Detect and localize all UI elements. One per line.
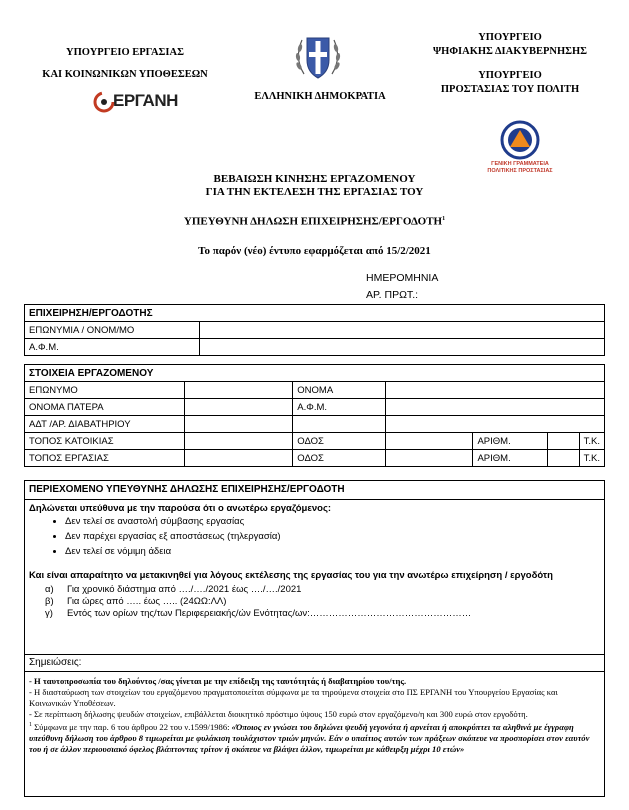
note-law-mark: 1 xyxy=(29,722,32,728)
option-letter: α) xyxy=(45,584,54,595)
residence-postal-label: Τ.Κ. xyxy=(579,433,604,450)
remarks-label: Σημειώσεις: xyxy=(29,657,82,668)
employee-id-field[interactable] xyxy=(184,416,292,433)
option-hours xyxy=(25,596,604,608)
option-period xyxy=(25,584,604,596)
bullet-item: • Δεν τελεί σε αναστολή σύμβασης εργασίας xyxy=(65,514,604,529)
declaration-statement: Δηλώνεται υπεύθυνα με την παρούσα ότι ο ανωτέρω εργαζόμενος: xyxy=(29,503,332,514)
work-label: ΤΟΠΟΣ ΕΡΓΑΣΙΑΣ xyxy=(25,450,185,467)
residence-street-label: ΟΔΟΣ xyxy=(293,433,385,450)
ministry-citizen-line2: ΠΡΟΣΤΑΣΙΑΣ ΤΟΥ ΠΟΛΙΤΗ xyxy=(440,84,580,95)
note-penalty: - Σε περίπτωση δήλωσης ψευδών στοιχείων, επιβάλλεται διοικητικό πρόστιμο ύψους 150 ευρώ στον εργαζόμενο/η και 300 ευρώ στον εργοδότη. xyxy=(29,709,528,719)
ministry-digital-line2: ΨΗΦΙΑΚΗΣ ΔΙΑΚΥΒΕΡΝΗΣΗΣ xyxy=(432,46,588,57)
employee-father-field[interactable] xyxy=(184,399,292,416)
work-street-label: ΟΔΟΣ xyxy=(293,450,385,467)
employee-id-extra2 xyxy=(385,416,604,433)
employee-surname-label: ΕΠΩΝΥΜΟ xyxy=(25,382,185,399)
validity-note: Το παρόν (νέο) έντυπο εφαρμόζεται από 15/2/2021 xyxy=(198,245,431,257)
bullet-item: • Δεν παρέχει εργασίας εξ αποστάσεως (τηλεργασία) xyxy=(65,529,604,544)
employer-name-label: ΕΠΩΝΥΜΙΑ / ΟΝΟΜ/ΜΟ xyxy=(25,322,200,339)
notes-box xyxy=(24,671,605,797)
declaration-content-box xyxy=(24,480,605,655)
residence-number-label: ΑΡΙΘΜ. xyxy=(473,433,547,450)
option-text[interactable]: Για ώρες από ….. έως ….. (24ΩΩ:ΛΛ) xyxy=(67,596,227,607)
residence-street-field[interactable] xyxy=(385,433,473,450)
ergani-logo xyxy=(93,90,178,114)
work-street-field[interactable] xyxy=(385,450,473,467)
movement-necessity: Και είναι απαραίτητο να μετακινηθεί για λόγους εκτέλεσης της εργασίας του για την ανωτέρω επιχείρηση / εργοδότη xyxy=(29,570,553,581)
ministry-digital-line1: ΥΠΟΥΡΓΕΙΟ xyxy=(478,32,542,43)
greek-emblem xyxy=(290,28,346,88)
ministry-labour xyxy=(40,46,210,82)
option-text[interactable]: Εντός των ορίων της/των Περιφερειακής/ών Ενότητας/ων:…………………………………………… xyxy=(67,608,472,619)
declaration-heading: ΠΕΡΙΕΧΟΜΕΝΟ ΥΠΕΥΘΥΝΗΣ ΔΗΛΩΣΗΣ ΕΠΙΧΕΙΡΗΣΗΣ/ΕΡΓΟΔΟΤΗ xyxy=(25,481,604,500)
employer-afm-label: Α.Φ.Μ. xyxy=(25,339,200,356)
hellenic-republic: ΕΛΛΗΝΙΚΗ ΔΗΜΟΚΡΑΤΙΑ xyxy=(254,91,386,102)
footnote-mark: 1 xyxy=(442,216,446,222)
note-law-quote: «Όποιος εν γνώσει του δηλώνει ψευδή γεγονότα ή αρνείται ή αποκρύπτει τα αληθινά με έγγραφη υπεύθυνη δήλωση του άρθρου 8 τιμωρείται με φυλάκιση τουλάχιστον τριών μηνών. Εάν ο υπαίτιος αυτών των πράξεων σκόπευε να προσπορίσει στον εαυτόν του ή σε άλλον περιουσιακό όφελος βλάπτοντας τρίτον ή σκόπευε να βλάψει άλλον, τιμωρείται με κάθειρξη μέχρι 10 ετών» xyxy=(29,721,590,754)
work-field[interactable] xyxy=(184,450,292,467)
work-number-label: ΑΡΙΘΜ. xyxy=(473,450,547,467)
form-subtitle-text: ΥΠΕΥΘΥΝΗ ΔΗΛΩΣΗ ΕΠΙΧΕΙΡΗΣΗΣ/ΕΡΓΟΔΟΤΗ xyxy=(183,215,443,228)
note-identity: - Η ταυτοπροσωπία του δηλούντος /σας γίνεται με την επίδειξη της ταυτότητάς ή διαβατηρίου του/της. xyxy=(29,676,407,686)
employee-id-label: ΑΔΤ /ΑΡ. ΔΙΑΒΑΤΗΡΙΟΥ xyxy=(25,416,185,433)
ministry-labour-line1: ΥΠΟΥΡΓΕΙΟ ΕΡΓΑΣΙΑΣ xyxy=(66,47,184,58)
option-letter: β) xyxy=(45,596,54,607)
ergani-logo-text: ΕΡΓΑΝΗ xyxy=(113,91,178,110)
employee-heading: ΣΤΟΙΧΕΙΑ ΕΡΓΑΖΟΜΕΝΟΥ xyxy=(25,365,605,382)
employee-afm-label: Α.Φ.Μ. xyxy=(293,399,385,416)
civil-protection-line1: ΓΕΝΙΚΗ ΓΡΑΜΜΑΤΕΙΑ xyxy=(491,161,549,167)
employer-heading: ΕΠΙΧΕΙΡΗΣΗ/ΕΡΓΟΔΟΤΗΣ xyxy=(25,305,605,322)
residence-label: ΤΟΠΟΣ ΚΑΤΟΙΚΙΑΣ xyxy=(25,433,185,450)
work-number-field[interactable] xyxy=(547,450,579,467)
employer-name-field[interactable] xyxy=(200,322,605,339)
employee-father-label: ΟΝΟΜΑ ΠΑΤΕΡΑ xyxy=(25,399,185,416)
protocol-label: ΑΡ. ΠΡΩΤ.: xyxy=(366,289,419,301)
bullet-item: • Δεν τελεί σε νόμιμη άδεια xyxy=(65,544,604,559)
employee-name-field[interactable] xyxy=(385,382,604,399)
civil-protection-line2: ΠΟΛΙΤΙΚΗΣ ΠΡΟΣΤΑΣΙΑΣ xyxy=(487,168,553,174)
form-title xyxy=(0,173,629,199)
employee-id-extra xyxy=(293,416,385,433)
note-law-intro: Σύμφωνα με την παρ. 6 του άρθρου 22 του ν.1599/1986: xyxy=(32,721,232,732)
ministry-digital xyxy=(425,31,595,97)
work-postal-label: Τ.Κ. xyxy=(579,450,604,467)
residence-field[interactable] xyxy=(184,433,292,450)
employee-surname-field[interactable] xyxy=(184,382,292,399)
employee-table xyxy=(24,364,605,467)
employer-afm-field[interactable] xyxy=(200,339,605,356)
employer-table xyxy=(24,304,605,356)
employee-afm-field[interactable] xyxy=(385,399,604,416)
form-title-line2: ΓΙΑ ΤΗΝ ΕΚΤΕΛΕΣΗ ΤΗΣ ΕΡΓΑΣΙΑΣ ΤΟΥ xyxy=(205,186,424,198)
option-text[interactable]: Για χρονικό διάστημα από …./…./2021 έως …./…./2021 xyxy=(67,584,302,595)
option-region xyxy=(25,608,604,620)
form-subtitle xyxy=(0,213,629,229)
date-label: ΗΜΕΡΟΜΗΝΙΑ xyxy=(366,272,439,284)
ministry-labour-line2: ΚΑΙ ΚΟΙΝΩΝΙΚΩΝ ΥΠΟΘΕΣΕΩΝ xyxy=(42,69,208,80)
remarks-box[interactable] xyxy=(24,654,605,672)
ministry-citizen-line1: ΥΠΟΥΡΓΕΙΟ xyxy=(478,70,542,81)
note-crosscheck: - Η διασταύρωση των στοιχείων του εργαζόμενου πραγματοποιείται σύμφωνα με τα τηρούμενα στοιχεία στο ΠΣ ΕΡΓΑΝΗ του Υπουργείου Εργασίας και Κοινωνικών Υποθέσεων. xyxy=(29,687,558,708)
form-title-line1: ΒΕΒΑΙΩΣΗ ΚΙΝΗΣΗΣ ΕΡΓΑΖΟΜΕΝΟΥ xyxy=(213,173,416,185)
residence-number-field[interactable] xyxy=(547,433,579,450)
note-law xyxy=(29,720,600,755)
option-letter: γ) xyxy=(45,608,53,619)
employee-name-label: ΟΝΟΜΑ xyxy=(293,382,385,399)
civil-protection-logo xyxy=(480,120,560,178)
declaration-bullets xyxy=(25,514,604,559)
